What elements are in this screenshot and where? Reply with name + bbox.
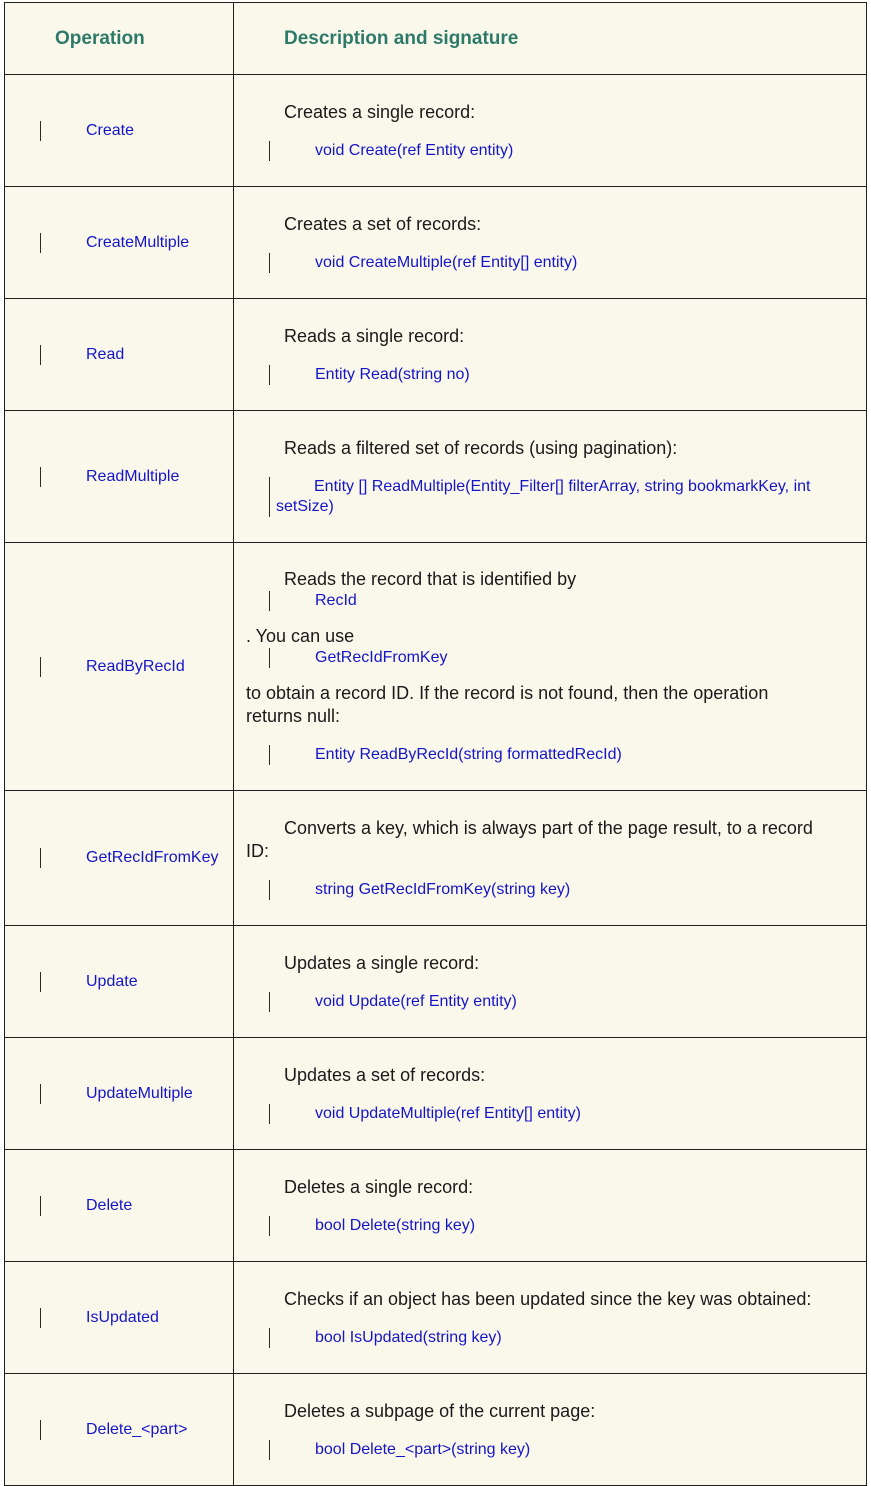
signature-text[interactable]: bool Delete_<part>(string key) <box>315 1440 531 1458</box>
signature <box>246 880 846 900</box>
description-text: Creates a set of records: <box>284 213 482 234</box>
header-row <box>5 3 867 75</box>
signature <box>246 141 846 161</box>
indent-bar <box>40 121 41 141</box>
indent-bar <box>40 1196 41 1216</box>
operation-link[interactable]: ReadMultiple <box>86 467 180 485</box>
signature <box>246 1104 846 1124</box>
signature-text[interactable]: Entity [] ReadMultiple(Entity_Filter[] filterArray, string bookmarkKey, int setSize) <box>276 477 811 515</box>
operation-link[interactable]: Update <box>86 972 138 990</box>
signature-text[interactable]: bool Delete(string key) <box>315 1216 476 1234</box>
signature-text[interactable]: Entity ReadByRecId(string formattedRecId) <box>315 746 622 763</box>
signature <box>246 1216 846 1236</box>
operation-link[interactable]: Read <box>86 345 125 363</box>
operation-cell <box>5 791 234 926</box>
indent-bar <box>269 477 270 517</box>
operation-cell <box>5 1262 234 1374</box>
table-row <box>5 1150 867 1262</box>
indent-bar <box>269 365 270 385</box>
description-text: to obtain a record ID. If the record is not found, then the operation returns null: <box>246 683 769 726</box>
indent-bar <box>40 657 41 677</box>
description-cell <box>234 543 867 791</box>
operation-link[interactable]: ReadByRecId <box>86 657 185 675</box>
indent-bar <box>269 1104 270 1124</box>
code-getrecidfromkey[interactable]: GetRecIdFromKey <box>315 649 448 666</box>
signature-text[interactable]: string GetRecIdFromKey(string key) <box>315 880 571 898</box>
operation-cell <box>5 1038 234 1150</box>
indent-bar <box>40 1420 41 1440</box>
description-cell <box>234 791 867 926</box>
operation-link[interactable]: IsUpdated <box>86 1308 159 1326</box>
table-row <box>5 926 867 1038</box>
inline-code <box>246 648 846 668</box>
signature <box>246 992 846 1012</box>
indent-bar <box>40 848 41 868</box>
description-text: Creates a single record: <box>284 101 476 122</box>
operation-cell <box>5 187 234 299</box>
table-row <box>5 1262 867 1374</box>
description-cell <box>234 926 867 1038</box>
signature-text[interactable]: void Update(ref Entity entity) <box>315 992 517 1010</box>
table-row <box>5 543 867 791</box>
description-cell <box>234 1150 867 1262</box>
description-cell <box>234 1038 867 1150</box>
header-operation: Operation <box>5 3 234 75</box>
indent-bar <box>40 345 41 365</box>
description-cell <box>234 187 867 299</box>
signature-text[interactable]: Entity Read(string no) <box>315 365 470 383</box>
operation-link[interactable]: CreateMultiple <box>86 233 190 251</box>
operation-cell <box>5 926 234 1038</box>
description-cell <box>234 75 867 187</box>
signature-text[interactable]: void UpdateMultiple(ref Entity[] entity) <box>315 1104 581 1122</box>
operation-cell <box>5 411 234 543</box>
description-text: Updates a single record: <box>284 952 480 973</box>
header-description: Description and signature <box>234 3 867 75</box>
description-text: . You can use <box>246 626 355 646</box>
operation-cell <box>5 75 234 187</box>
signature <box>246 365 846 385</box>
table-row <box>5 299 867 411</box>
table-row <box>5 1038 867 1150</box>
operation-cell <box>5 299 234 411</box>
signature <box>246 1440 846 1460</box>
operations-table <box>4 2 867 1486</box>
description-text: Deletes a subpage of the current page: <box>284 1400 596 1421</box>
signature <box>246 253 846 273</box>
description-text: Checks if an object has been updated since the key was obtained: <box>284 1288 812 1309</box>
code-recid[interactable]: RecId <box>315 592 357 609</box>
indent-bar <box>40 1308 41 1328</box>
operation-link[interactable]: GetRecIdFromKey <box>86 849 219 866</box>
inline-code <box>246 591 846 611</box>
table-row <box>5 187 867 299</box>
signature-text[interactable]: bool IsUpdated(string key) <box>315 1328 502 1346</box>
operation-cell <box>5 543 234 791</box>
operation-link[interactable]: Delete_<part> <box>86 1420 188 1438</box>
description-cell <box>234 299 867 411</box>
table-row <box>5 791 867 926</box>
description-text: Deletes a single record: <box>284 1176 474 1197</box>
description-text: ID: <box>246 840 270 861</box>
indent-bar <box>269 1440 270 1460</box>
indent-bar <box>40 1084 41 1104</box>
indent-bar <box>269 1328 270 1348</box>
indent-bar <box>269 992 270 1012</box>
indent-bar <box>269 880 270 900</box>
indent-bar <box>269 253 270 273</box>
operation-link[interactable]: UpdateMultiple <box>86 1084 193 1102</box>
description-text: Reads the record that is identified by <box>284 569 577 589</box>
table-row <box>5 411 867 543</box>
signature <box>246 1328 846 1348</box>
description-text: Reads a single record: <box>284 325 465 346</box>
signature-text[interactable]: void Create(ref Entity entity) <box>315 141 514 159</box>
description-text: Reads a filtered set of records (using pagination): <box>284 437 678 458</box>
signature-text[interactable]: void CreateMultiple(ref Entity[] entity) <box>315 253 578 271</box>
indent-bar <box>269 591 270 611</box>
signature <box>246 477 846 517</box>
operation-cell <box>5 1150 234 1262</box>
indent-bar <box>269 745 270 765</box>
indent-bar <box>269 648 270 668</box>
indent-bar <box>40 233 41 253</box>
description-text: Converts a key, which is always part of the page result, to a record <box>284 817 813 838</box>
operation-link[interactable]: Create <box>86 121 135 139</box>
description-cell <box>234 1262 867 1374</box>
indent-bar <box>269 1216 270 1236</box>
indent-bar <box>40 972 41 992</box>
signature <box>246 745 846 765</box>
operation-link[interactable]: Delete <box>86 1196 133 1214</box>
description-cell <box>234 411 867 543</box>
indent-bar <box>269 141 270 161</box>
indent-bar <box>40 467 41 487</box>
description-text: Updates a set of records: <box>284 1064 486 1085</box>
table-row <box>5 75 867 187</box>
